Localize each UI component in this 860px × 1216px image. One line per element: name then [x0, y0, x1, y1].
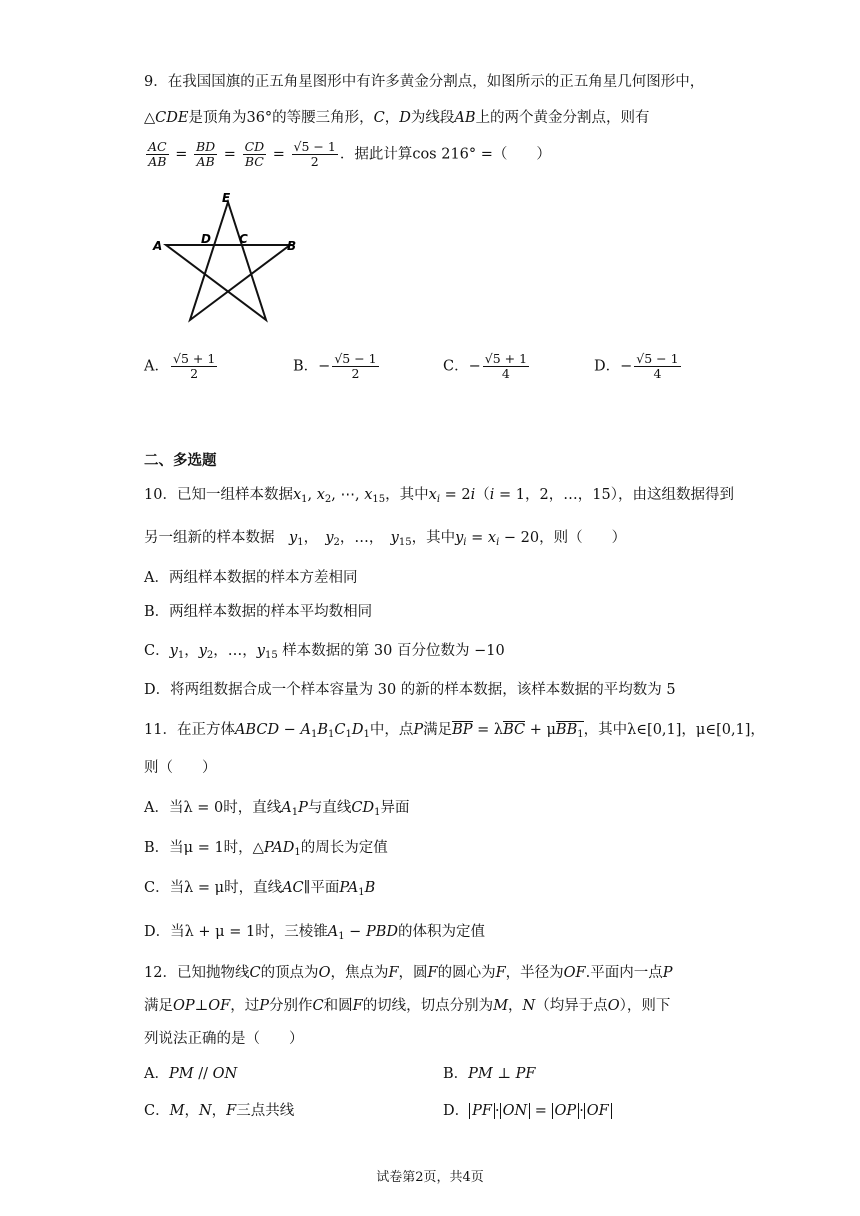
q10-option-d[interactable]: D．将两组数据合成一个样本容量为 30 的新的样本数据，该样本数据的平均数为 5 [144, 682, 676, 698]
q9-option-d[interactable]: D．− $\frac{√5 - 1}{4}$ [594, 351, 679, 381]
q10-option-c[interactable]: C．$y_1$，$y_2$，…，$y_{15}$ 样本数据的第 30 百分位数为 −10 [144, 643, 505, 661]
q12-option-b[interactable]: B．PM ⊥ PF [443, 1066, 536, 1082]
q9-line-2: △CDE是顶角为36°的等腰三角形，C，D为线段AB上的两个黄金分割点，则有 [144, 110, 650, 126]
q9-equation: $\frac{AC}{AB}$ = $\frac{BD}{AB}$ = $\frac{CD}{BC}$ = $\frac{√5 - 1}{2}$ ．据此计算cos 216° =（ ） [148, 139, 551, 169]
q9-option-c[interactable]: C．− $\frac{√5 + 1}{4}$ [443, 351, 528, 381]
page-footer: 试卷第2页，共4页 [376, 1170, 484, 1185]
q11-option-b[interactable]: B．当μ = 1时，$\triangle PAD_1$的周长为定值 [144, 840, 388, 858]
q9-option-b[interactable]: B．− $\frac{√5 - 1}{2}$ [293, 351, 377, 381]
q12-option-d[interactable]: D． PF · ON = OP · OF [443, 1101, 612, 1121]
label-b: B [287, 239, 297, 253]
q12-option-a[interactable]: A．PM // ON [144, 1066, 238, 1082]
q11-option-d[interactable]: D．当λ + μ = 1时，三棱锥$A_1$ − PBD的体积为定值 [144, 924, 485, 942]
q12-line-2: 满足OP⊥OF，过P分别作C和圆F的切线，切点分别为M，N（均异于点O），则下 [144, 998, 671, 1014]
q9-line-1: 9．在我国国旗的正五角星图形中有许多黄金分割点，如图所示的正五角星几何图形中， [144, 74, 705, 90]
q12-line-1: 12．已知抛物线C的顶点为O，焦点为F，圆F的圆心为F，半径为OF.平面内一点P [144, 965, 673, 981]
q10-line-2: 另一组新的样本数据 $y_1$， $y_2$，…， $y_{15}$，其中$y_i = x_i - 20$，则（ ） [144, 530, 627, 548]
label-a: A [153, 239, 163, 253]
label-e: E [222, 191, 231, 205]
q11-option-c[interactable]: C．当λ = μ时，直线AC∥平面$PA_1B$ [144, 880, 376, 898]
section-title: 二、多选题 [144, 452, 217, 469]
q11-line-1: 11．在正方体ABCD − $A_1B_1C_1D_1$中，点P满足BP = λBC + μBB$_1$，其中λ∈[0,1]，μ∈[0,1]， [144, 722, 765, 740]
q12-option-c[interactable]: C．M，N，F三点共线 [144, 1103, 295, 1119]
q10-option-a[interactable]: A．两组样本数据的样本方差相同 [144, 570, 358, 586]
label-d: D [201, 232, 211, 246]
pentagram-figure [150, 188, 310, 328]
label-c: C [239, 232, 248, 246]
q10-line-1: 10．已知一组样本数据$x_1$, $x_2$, ⋯, $x_{15}$，其中$x_i = 2i(i = 1$，2，…，15），由这组数据得到 [144, 487, 734, 505]
q9-option-a[interactable]: A． $\frac{√5 + 1}{2}$ [144, 351, 216, 381]
q11-line-2: 则（ ） [144, 760, 217, 776]
q10-option-b[interactable]: B．两组样本数据的样本平均数相同 [144, 604, 373, 620]
q11-option-a[interactable]: A．当λ = 0时，直线$A_1P$与直线$CD_1$异面 [144, 800, 410, 818]
q12-line-3: 列说法正确的是（ ） [144, 1031, 304, 1047]
